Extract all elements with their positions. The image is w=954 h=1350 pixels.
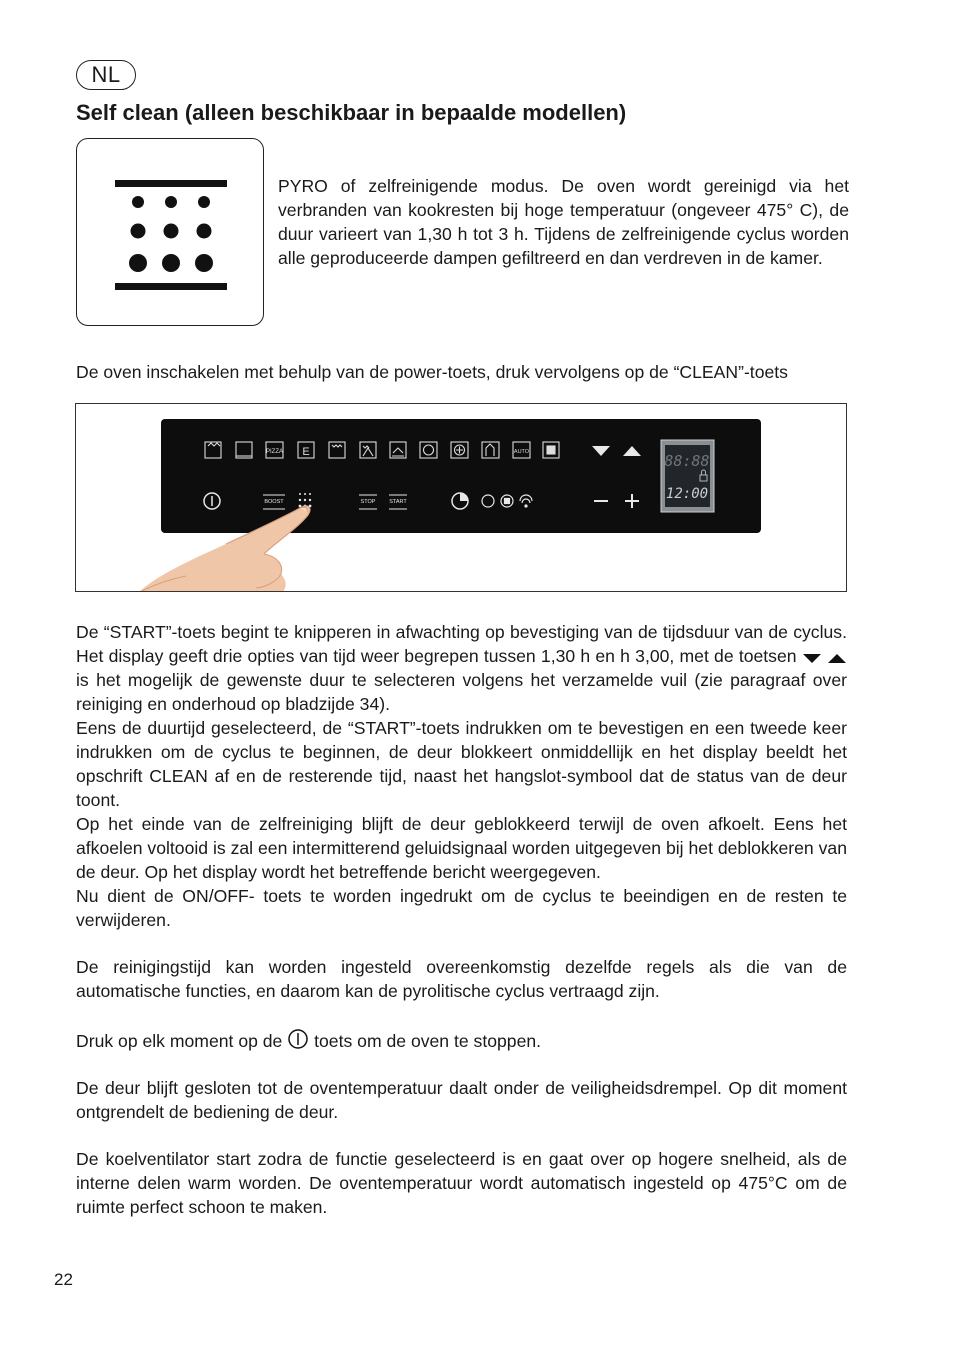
boost-label: BOOST (264, 499, 284, 505)
control-panel-svg (76, 404, 847, 592)
eco-label: E (302, 446, 310, 458)
pizza-label: PIZZA (265, 449, 284, 455)
paragraph-1-part-2: is het mogelijk de gewenste duur te selecteren volgens het verzamelde vuil (zie paragraaf over reiniging en onderhoud op bladzijde 34). (76, 670, 847, 714)
paragraph-5: De reinigingstijd kan worden ingesteld overeenkomstig dezelfde regels als die van de automatische functies, en daarom kan de pyrolitische cyclus vertraagd zijn. (76, 957, 847, 1001)
display-time: 12:00 (665, 486, 709, 502)
paragraph-8: De koelventilator start zodra de functie geselecteerd is en gaat over op hogere snelheid, als de interne delen warm worden. De oventemperatuur wordt automatisch ingesteld op 475°C om de ruimte perfect schoon te maken. (76, 1149, 847, 1217)
start-label: START (389, 499, 407, 505)
language-code: NL (91, 62, 121, 87)
stop-label: STOP (360, 499, 376, 505)
page-number: 22 (54, 1270, 73, 1289)
arrow-up-icon (827, 652, 847, 664)
instruction-text: De oven inschakelen met behulp van de power-toets, druk vervolgens op de “CLEAN”-toets (76, 362, 788, 382)
paragraph-6 (76, 1028, 847, 1053)
paragraph-6-part-1: Druk op elk moment op de (76, 1031, 283, 1051)
arrow-down-icon (802, 652, 822, 664)
paragraph-7: De deur blijft gesloten tot de oventemperatuur daalt onder de veiligheidsdrempel. Op dit moment ontgrendelt de bediening de deur. (76, 1078, 847, 1122)
paragraph-3: Op het einde van de zelfreiniging blijft de deur geblokkeerd terwijl de oven afkoelt. Eens het afkoelen voltooid is zal een intermitterend geluidsignaal worden uitgegeven bij het deblokkeren van de deur. Op het display wordt het betreffende bericht weergegeven. (76, 814, 847, 882)
power-icon (287, 1028, 309, 1050)
start-instructions (76, 620, 847, 932)
display-top-digits: 88:88 (664, 452, 710, 470)
pyro-description: PYRO of zelfreinigende modus. De oven wordt gereinigd via het verbranden van kookresten bij hoge temperatuur (ongeveer 475° C), de duur varieert van 1,30 h tot 3 h. Tijdens de zelfreinigende cyclus worden alle geproduceerde dampen gefiltreerd en dan verdreven in de kamer. (278, 176, 849, 268)
pyro-clean-icon (77, 139, 265, 327)
paragraph-4: Nu dient de ON/OFF- toets te worden ingedrukt om de cyclus te beeindigen en de resten te verwijderen. (76, 886, 847, 930)
auto-label: AUTO (513, 449, 530, 455)
section-title: Self clean (alleen beschikbaar in bepaalde modellen) (76, 100, 627, 125)
control-panel-illustration (75, 403, 847, 592)
paragraph-2: Eens de duurtijd geselecteerd, de “START”-toets indrukken om te bevestigen en een tweede keer indrukken om de cyclus te beginnen, de deur blokkeert onmiddellijk en het display beeldt het opschrift CLEAN af en de resterende tijd, naast het hangslot-symbool dat de status van de deur toont. (76, 718, 847, 810)
paragraph-6-part-2: toets om de oven te stoppen. (314, 1031, 542, 1051)
paragraph-1 (76, 620, 847, 716)
pyro-clean-icon-box (76, 138, 264, 326)
language-badge (76, 60, 136, 90)
paragraph-1-part-1: De “START”-toets begint te knipperen in afwachting op bevestiging van de tijdsduur van de cyclus. Het display geeft drie opties van tijd weer begrepen tussen 1,30 h en h 3,00, met de toetsen (76, 622, 847, 666)
